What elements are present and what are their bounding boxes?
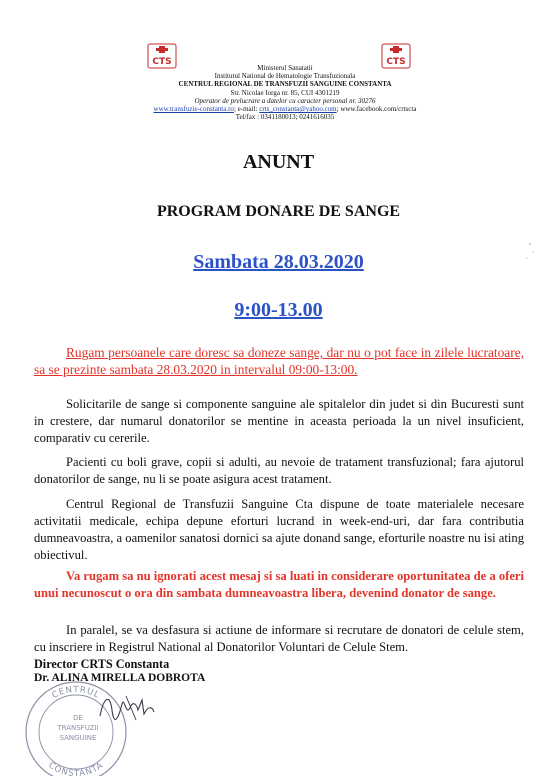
svg-text:CONSTANTA: CONSTANTA — [46, 760, 106, 776]
paragraph-patients: Pacienti cu boli grave, copii si adulti, au nevoie de tratament transfuzional; fara ajutorul donatorilor de sange, nu li se poate asigura acest tratament. — [34, 455, 524, 486]
signature-role: Director CRTS Constanta — [34, 657, 170, 671]
svg-text:TRANSFUZII: TRANSFUZII — [57, 724, 99, 732]
phone-line: Tel/fax : 0341180013; 0241616035 — [235, 113, 335, 122]
event-date: Sambata 28.03.2020 — [193, 251, 364, 273]
contact-line: www.transfuzie-constanta.ro; e-mail: crts_constanta@yahoo.com; www.facebook.com/crtscta — [153, 105, 417, 114]
operator-line: Operator de prelucrare a datelor cu caracter personal nr. 30276 — [194, 96, 376, 105]
facebook-text: ; www.facebook.com/crtscta — [336, 105, 417, 114]
svg-text:CTS: CTS — [386, 57, 406, 67]
svg-text:DE: DE — [73, 714, 83, 722]
email-link[interactable]: crts_constanta@yahoo.com — [259, 105, 337, 114]
svg-text:CENTRUL: CENTRUL — [50, 684, 102, 701]
request-paragraph: Rugam persoanele care doresc sa doneze sange, dar nu o pot face in zilele lucratoare, sa se prezinte sambata 28.03.2020 in intervalul 09:00-13:00. — [34, 345, 524, 377]
handwritten-signature — [96, 686, 158, 726]
paragraph-center: Centrul Regional de Transfuzii Sanguine Cta dispune de toate materialele necesare activitatii medicale, echipa depune eforturi lucrand in week-end-uri, dar fara contributia dumneavoastra, a oamenilor sanatosi dornici sa ajute donand sange, eforturile noastre nu isi ating obiectivul. — [34, 497, 524, 562]
announcement-subtitle: PROGRAM DONARE DE SANGE — [156, 203, 401, 220]
svg-text:CTS: CTS — [152, 57, 172, 67]
paragraph-demand: Solicitarile de sange si componente sanguine ale spitalelor din judet si din Bucuresti sunt in crestere, dar numarul donatorilor se mentine in aceasta perioada la un nivel insuficient, comparativ cu cererile. — [34, 397, 524, 445]
paragraph-stem-cells: In paralel, se va desfasura si actiune de informare si recrutare de donatori de celule stem, cu inscriere in Registrul National al Donatorilor Voluntari de Celule Stem. — [34, 623, 524, 654]
ministry-line: Ministerul Sanatatii — [257, 64, 313, 72]
event-time: 9:00-13.00 — [234, 299, 323, 321]
institute-line: Institutul National de Hematologie Transfuzionala — [214, 72, 356, 81]
scan-speck — [500, 232, 540, 272]
announcement-title: ANUNT — [242, 151, 315, 173]
signature-name: Dr. ALINA MIRELLA DOBROTA — [34, 672, 206, 684]
address-line: Str. Nicolae Iorga nr. 85, CUI 4301219 — [230, 88, 340, 97]
center-name: CENTRUL REGIONAL DE TRANSFUZII SANGUINE CONSTANTA — [178, 80, 392, 89]
website-link[interactable]: www.transfuzie-constanta.ro — [153, 105, 234, 114]
letterhead — [140, 64, 430, 121]
svg-text:SANGUINE: SANGUINE — [59, 734, 97, 742]
appeal-paragraph: Va rugam sa nu ignorati acest mesaj si sa luati in considerare oportunitatea de a oferi unui necunoscut o ora din sambata dumneavoastra libera, devenind donator de sange. — [34, 569, 524, 600]
